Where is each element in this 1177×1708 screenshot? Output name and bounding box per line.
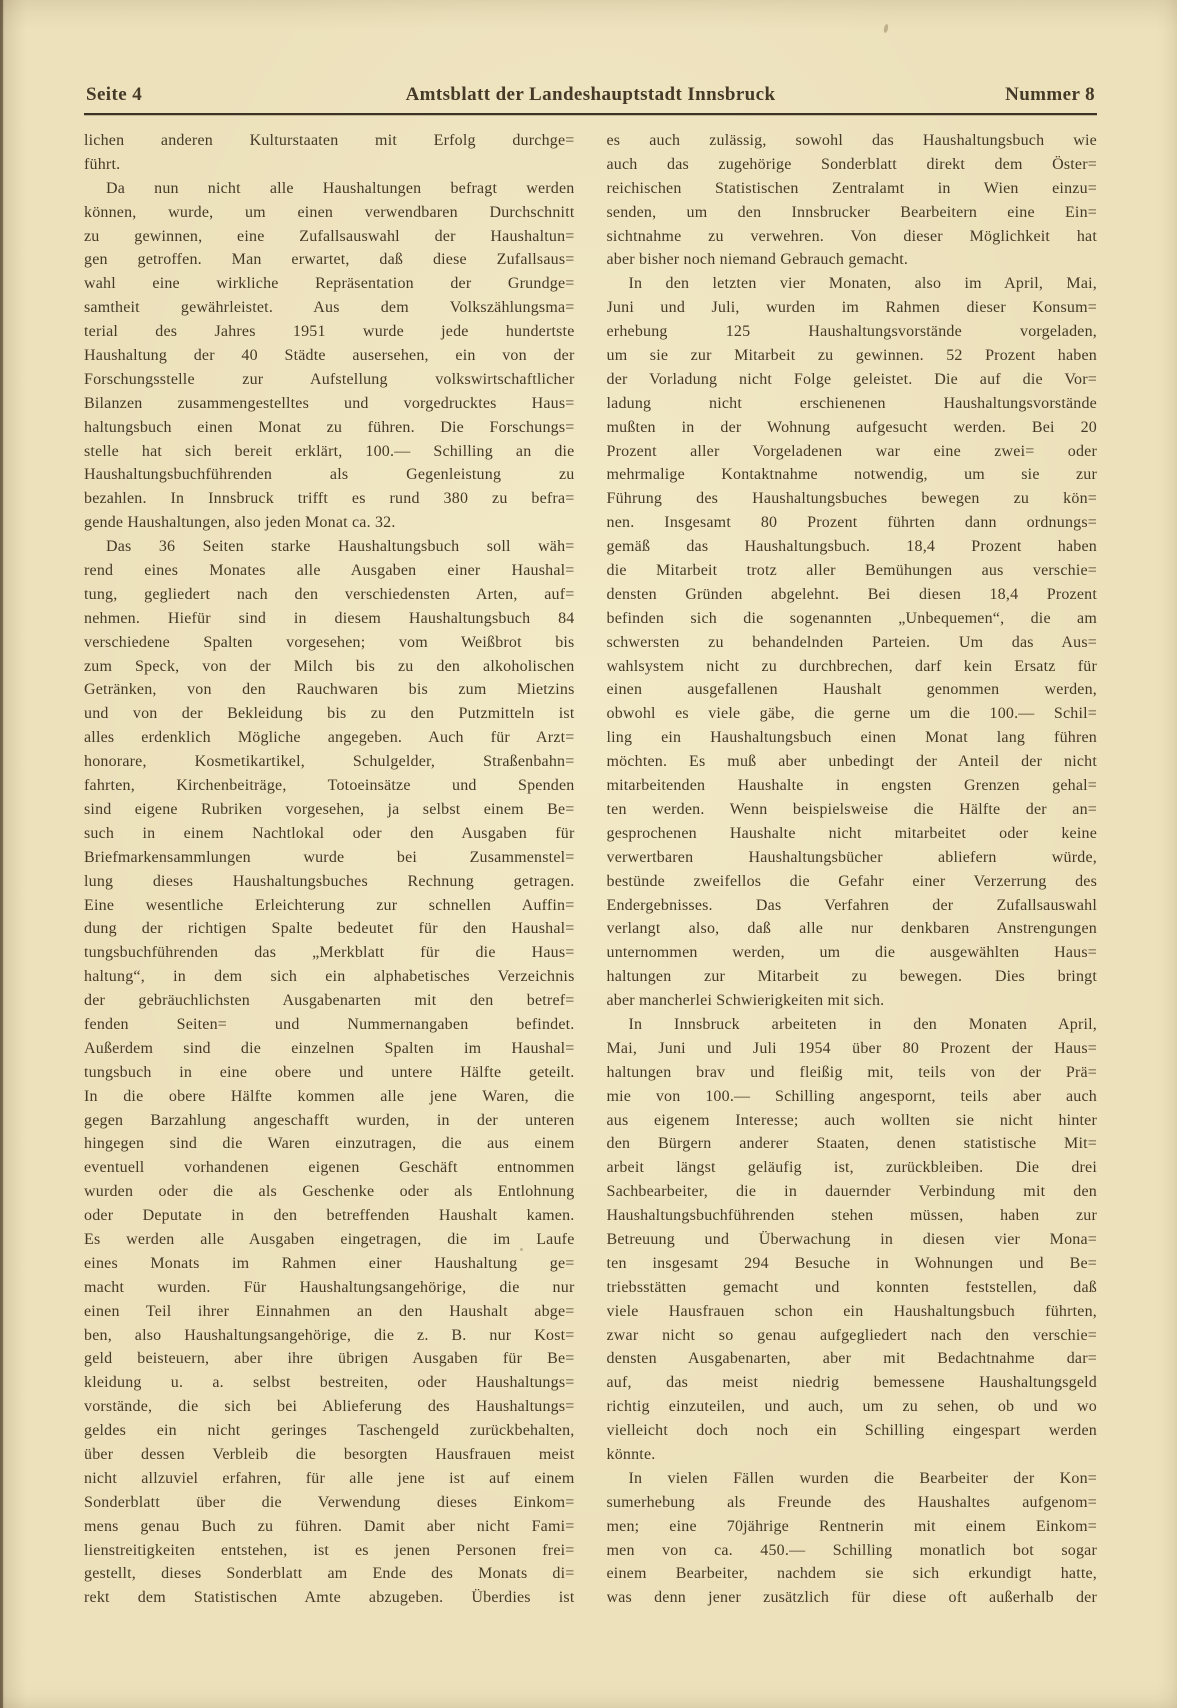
text-line: Betreuung und Überwachung in diesen vier Mona=: [606, 1230, 1097, 1248]
header-rule: [84, 113, 1097, 115]
text-line: densten Ausgabenarten, aber mit Bedachtnahme dar=: [606, 1350, 1097, 1368]
text-line: auch das zugehörige Sonderblatt direkt dem Öster=: [606, 155, 1097, 173]
text-line: um sie zur Mitarbeit zu gewinnen. 52 Prozent haben: [606, 347, 1097, 365]
text-line: dung der richtigen Spalte bedeutet für den Haushal=: [84, 920, 575, 938]
text-line: Endergebnisses. Das Verfahren der Zufallsauswahl: [606, 896, 1097, 914]
text-line: Es werden alle Ausgaben eingetragen, die im Laufe: [84, 1230, 575, 1248]
text-line: In vielen Fällen wurden die Bearbeiter der Kon=: [628, 1469, 1097, 1487]
text-line: geld beisteuern, aber ihre übrigen Ausgaben für Be=: [84, 1350, 575, 1368]
text-line: samtheit gewährleistet. Aus dem Volkszählungsma=: [84, 299, 575, 317]
text-line: wurden oder die als Geschenke oder als Entlohnung: [84, 1183, 575, 1201]
text-line: lung dieses Haushaltungsbuches Rechnung getragen.: [84, 872, 575, 890]
text-line: Das 36 Seiten starke Haushaltungsbuch soll wäh=: [106, 538, 575, 556]
text-line: tungsbuchführenden das „Merkblatt für die Haus=: [84, 944, 575, 962]
text-line: sind eigene Rubriken vorgesehen, ja selbst einem Be=: [84, 800, 575, 818]
text-line: könnte.: [606, 1445, 656, 1463]
page-header: [84, 84, 1097, 106]
text-line: aber mancherlei Schwierigkeiten mit sich.: [606, 992, 885, 1010]
text-line: lienstreitigkeiten entstehen, ist es jenen Personen frei=: [84, 1541, 575, 1559]
text-line: nehmen. Hiefür sind in diesem Haushaltungsbuch 84: [84, 609, 575, 627]
text-line: gen getroffen. Man erwartet, daß diese Zufallsaus=: [84, 251, 575, 269]
column-left: [84, 129, 575, 1610]
text-line: triebsstätten gemacht und konnten feststellen, daß: [606, 1278, 1097, 1296]
text-line: densten Gründen abgelehnt. Bei diesen 18,4 Prozent: [606, 585, 1097, 603]
text-line: Haushaltungsbuchführenden als Gegenleistung zu: [84, 466, 575, 484]
article-body: [84, 129, 1097, 1610]
text-line: Forschungsstelle zur Aufstellung volkswirtschaftlicher: [84, 370, 575, 388]
text-line: sumerhebung als Freunde des Haushaltes aufgenom=: [606, 1493, 1097, 1511]
text-line: arbeit längst geläufig ist, zurückbleiben. Die drei: [606, 1159, 1097, 1177]
text-line: können, wurde, um einen verwendbaren Durchschnitt: [84, 203, 575, 221]
text-line: obwohl es viele gäbe, die gerne um die 100.— Schil=: [606, 705, 1097, 723]
text-line: such in einem Nachtlokal oder den Ausgaben für: [84, 824, 575, 842]
text-line: erhebung 125 Haushaltungsvorstände vorgeladen,: [606, 323, 1097, 341]
text-line: haltungsbuch einen Monat zu führen. Die Forschungs=: [84, 418, 575, 436]
text-line: zum Speck, von der Milch bis zu den alkoholischen: [84, 657, 575, 675]
text-line: hingegen sind die Waren einzutragen, die aus einem: [84, 1135, 575, 1153]
text-line: mens genau Buch zu führen. Damit aber nicht Fami=: [84, 1517, 575, 1535]
text-line: Haushaltungsbuchführenden stehen müssen, haben zur: [606, 1207, 1097, 1225]
text-line: terial des Jahres 1951 wurde jede hundertste: [84, 323, 575, 341]
text-line: men von ca. 450.— Schilling monatlich bot sogar: [606, 1541, 1097, 1559]
text-line: es auch zulässig, sowohl das Haushaltungsbuch wie: [606, 132, 1097, 149]
text-line: Außerdem sind die einzelnen Spalten im Haushal=: [84, 1039, 575, 1057]
text-line: stelle hat sich bereit erklärt, 100.— Schilling an die: [84, 442, 575, 460]
text-line: rekt dem Statistischen Amte abzugeben. Überdies ist: [84, 1589, 575, 1607]
text-line: einem Bearbeiter, nachdem sie sich erkundigt hatte,: [606, 1565, 1097, 1583]
text-line: Prozent aller Vorgeladenen war eine zwei= oder: [606, 442, 1097, 460]
text-line: was denn jener zusätzlich für diese oft außerhalb der: [606, 1589, 1097, 1607]
text-line: Getränken, von den Rauchwaren bis zum Mietzins: [84, 681, 575, 699]
text-line: gesprochenen Haushalte nicht mitarbeitet oder keine: [606, 824, 1097, 842]
text-line: sichtnahme zu verwehren. Von dieser Möglichkeit hat: [606, 227, 1097, 245]
scan-edge-artifact: [0, 0, 3, 1708]
column-right: [607, 129, 1098, 1610]
paragraph: [607, 272, 1098, 1013]
text-line: nicht allzuviel erfahren, für alle jene ist auf einem: [84, 1469, 575, 1487]
text-line: geldes ein nicht geringes Taschengeld zurückbehalten,: [84, 1422, 575, 1440]
text-line: der gebräuchlichsten Ausgabenarten mit den betref=: [84, 992, 575, 1010]
text-line: haltungen brav und fleißig mit, teils von der Prä=: [606, 1063, 1097, 1081]
text-line: haltungen zur Mitarbeit zu bewegen. Dies bringt: [606, 968, 1097, 986]
text-line: vielleicht doch noch ein Schilling eingespart werden: [606, 1422, 1097, 1440]
text-line: auf, das meist niedrig bemessene Haushaltungsgeld: [606, 1374, 1097, 1392]
text-line: Bilanzen zusammengestelltes und vorgedrucktes Haus=: [84, 394, 575, 412]
text-line: honorare, Kosmetikartikel, Schulgelder, Straßenbahn=: [84, 753, 575, 771]
text-line: eines Monats im Rahmen einer Haushaltung ge=: [84, 1254, 575, 1272]
text-line: einen ausgefallenen Haushalt genommen werden,: [606, 681, 1097, 699]
text-line: tung, gegliedert nach den verschiedensten Arten, auf=: [84, 585, 575, 603]
text-line: und von der Bekleidung bis zu den Putzmitteln ist: [84, 705, 575, 723]
text-line: Da nun nicht alle Haushaltungen befragt werden: [106, 179, 575, 197]
text-line: gende Haushaltungen, also jeden Monat ca. 32.: [84, 514, 396, 532]
text-line: viele Hausfrauen schon ein Haushaltungsbuch führten,: [606, 1302, 1097, 1320]
text-line: mehrmalige Kontaktnahme notwendig, um sie zur: [606, 466, 1097, 484]
text-line: tungsbuch in eine obere und untere Hälfte geteilt.: [84, 1063, 575, 1081]
text-line: oder Deputate in den betreffenden Haushalt kamen.: [84, 1207, 575, 1225]
text-line: rend eines Monates alle Ausgaben einer Haushal=: [84, 562, 575, 580]
text-line: Eine wesentliche Erleichterung zur schnellen Auffin=: [84, 896, 575, 914]
text-line: In Innsbruck arbeiteten in den Monaten April,: [628, 1015, 1097, 1033]
text-line: zu gewinnen, eine Zufallsauswahl der Haushaltun=: [84, 227, 575, 245]
text-line: bezahlen. In Innsbruck trifft es rund 380 zu befra=: [84, 490, 575, 508]
paragraph: [607, 1467, 1098, 1610]
paragraph: [607, 129, 1098, 272]
text-line: haltung“, in dem sich ein alphabetisches Verzeichnis: [84, 968, 575, 986]
text-line: fenden Seiten= und Nummernangaben befindet.: [84, 1015, 575, 1033]
text-line: eventuell vorhandenen eigenen Geschäft entnommen: [84, 1159, 575, 1177]
text-line: In die obere Hälfte kommen alle jene Waren, die: [84, 1087, 575, 1105]
text-line: schwersten zu behandelnden Parteien. Um das Aus=: [606, 633, 1097, 651]
text-line: Haushaltung der 40 Städte ausersehen, ein von der: [84, 347, 575, 365]
text-line: ling ein Haushaltungsbuch einen Monat lang führen: [606, 729, 1097, 747]
text-line: den Bürgern anderer Staaten, denen statistische Mit=: [606, 1135, 1097, 1153]
text-line: mitarbeitenden Haushalte in engsten Grenzen gehal=: [606, 777, 1097, 795]
text-line: mie von 100.— Schilling angespornt, teils aber auch: [606, 1087, 1097, 1105]
scan-speck-artifact: [520, 1248, 523, 1251]
text-line: Juni und Juli, wurden im Rahmen dieser Konsum=: [606, 299, 1097, 317]
text-line: die Mitarbeit trotz aller Bemühungen aus verschie=: [606, 562, 1097, 580]
page-number: Seite 4: [86, 84, 143, 105]
scan-speck-artifact: [883, 24, 889, 34]
text-line: einen Teil ihrer Einnahmen an den Haushalt abge=: [84, 1302, 575, 1320]
text-line: ten werden. Wenn beispielsweise die Hälfte der an=: [606, 800, 1097, 818]
paragraph: [607, 1013, 1098, 1467]
text-line: reichischen Statistischen Zentralamt in Wien einzu=: [606, 179, 1097, 197]
text-line: Sachbearbeiter, die in dauernder Verbindung mit den: [606, 1183, 1097, 1201]
text-line: lichen anderen Kulturstaaten mit Erfolg durchge=: [84, 132, 575, 149]
text-line: ladung nicht erschienenen Haushaltungsvorstände: [606, 394, 1097, 412]
text-line: fahrten, Kirchenbeiträge, Totoeinsätze und Spenden: [84, 777, 575, 795]
paragraph: [84, 535, 575, 1610]
text-line: unternommen werden, um die ausgewählten Haus=: [606, 944, 1097, 962]
text-line: ben, also Haushaltungsangehörige, die z. B. nur Kost=: [84, 1326, 575, 1344]
text-line: Führung des Haushaltungsbuches bewegen zu kön=: [606, 490, 1097, 508]
text-line: ten insgesamt 294 Besuche in Wohnungen und Be=: [606, 1254, 1097, 1272]
text-line: verschiedene Spalten vorgesehen; vom Weißbrot bis: [84, 633, 575, 651]
text-line: der Vorladung nicht Folge geleistet. Die auf die Vor=: [606, 370, 1097, 388]
text-line: nen. Insgesamt 80 Prozent führten dann ordnungs=: [606, 514, 1097, 532]
text-line: kleidung u. a. selbst bestreiten, oder Haushaltungs=: [84, 1374, 575, 1392]
text-line: Sonderblatt über die Verwendung dieses Einkom=: [84, 1493, 575, 1511]
text-line: gestellt, dieses Sonderblatt am Ende des Monats di=: [84, 1565, 575, 1583]
text-line: senden, um den Innsbrucker Bearbeitern eine Ein=: [606, 203, 1097, 221]
text-line: Briefmarkensammlungen wurde bei Zusammenstel=: [84, 848, 575, 866]
paragraph: [84, 129, 575, 177]
paragraph: [84, 177, 575, 535]
text-line: wahl eine wirkliche Repräsentation der Grundge=: [84, 275, 575, 293]
text-line: aus eigenem Interesse; auch wollten sie nicht hinter: [606, 1111, 1097, 1129]
text-line: bestünde zweifellos die Gefahr einer Verzerrung des: [606, 872, 1097, 890]
text-line: macht wurden. Für Haushaltungsangehörige, die nur: [84, 1278, 575, 1296]
text-line: In den letzten vier Monaten, also im April, Mai,: [628, 275, 1097, 293]
text-line: möchten. Es muß aber unbedingt der Anteil der nicht: [606, 753, 1097, 771]
text-line: Mai, Juni und Juli 1954 über 80 Prozent der Haus=: [606, 1039, 1097, 1057]
issue-number: Nummer 8: [1005, 84, 1095, 105]
page-title: Amtsblatt der Landeshauptstadt Innsbruck: [405, 84, 776, 105]
text-line: men; eine 70jährige Rentnerin mit einem Einkom=: [606, 1517, 1097, 1535]
text-line: führt.: [84, 155, 121, 173]
text-line: befinden sich die sogenannten „Unbequemen“, die am: [606, 609, 1097, 627]
text-line: richtig einzuteilen, und auch, um zu sehen, ob und wo: [606, 1398, 1097, 1416]
text-line: mußten in der Wohnung aufgesucht werden. Bei 20: [606, 418, 1097, 436]
text-line: zwar nicht so genau aufgegliedert nach den verschie=: [606, 1326, 1097, 1344]
text-line: über dessen Verbleib die besorgten Hausfrauen meist: [84, 1445, 575, 1463]
text-line: verwertbaren Haushaltungsbücher abliefern würde,: [606, 848, 1097, 866]
text-line: gemäß das Haushaltungsbuch. 18,4 Prozent haben: [606, 538, 1097, 556]
text-line: aber bisher noch niemand Gebrauch gemacht.: [606, 251, 909, 269]
text-line: vorstände, die sich bei Ablieferung des Haushaltungs=: [84, 1398, 575, 1416]
text-line: verlangt also, daß alle nur denkbaren Anstrengungen: [606, 920, 1097, 938]
text-line: gegen Barzahlung angeschafft wurden, in der unteren: [84, 1111, 575, 1129]
text-line: alles erdenklich Mögliche angegeben. Auch für Arzt=: [84, 729, 575, 747]
text-line: wahlsystem nicht zu durchbrechen, darf kein Ersatz für: [606, 657, 1097, 675]
